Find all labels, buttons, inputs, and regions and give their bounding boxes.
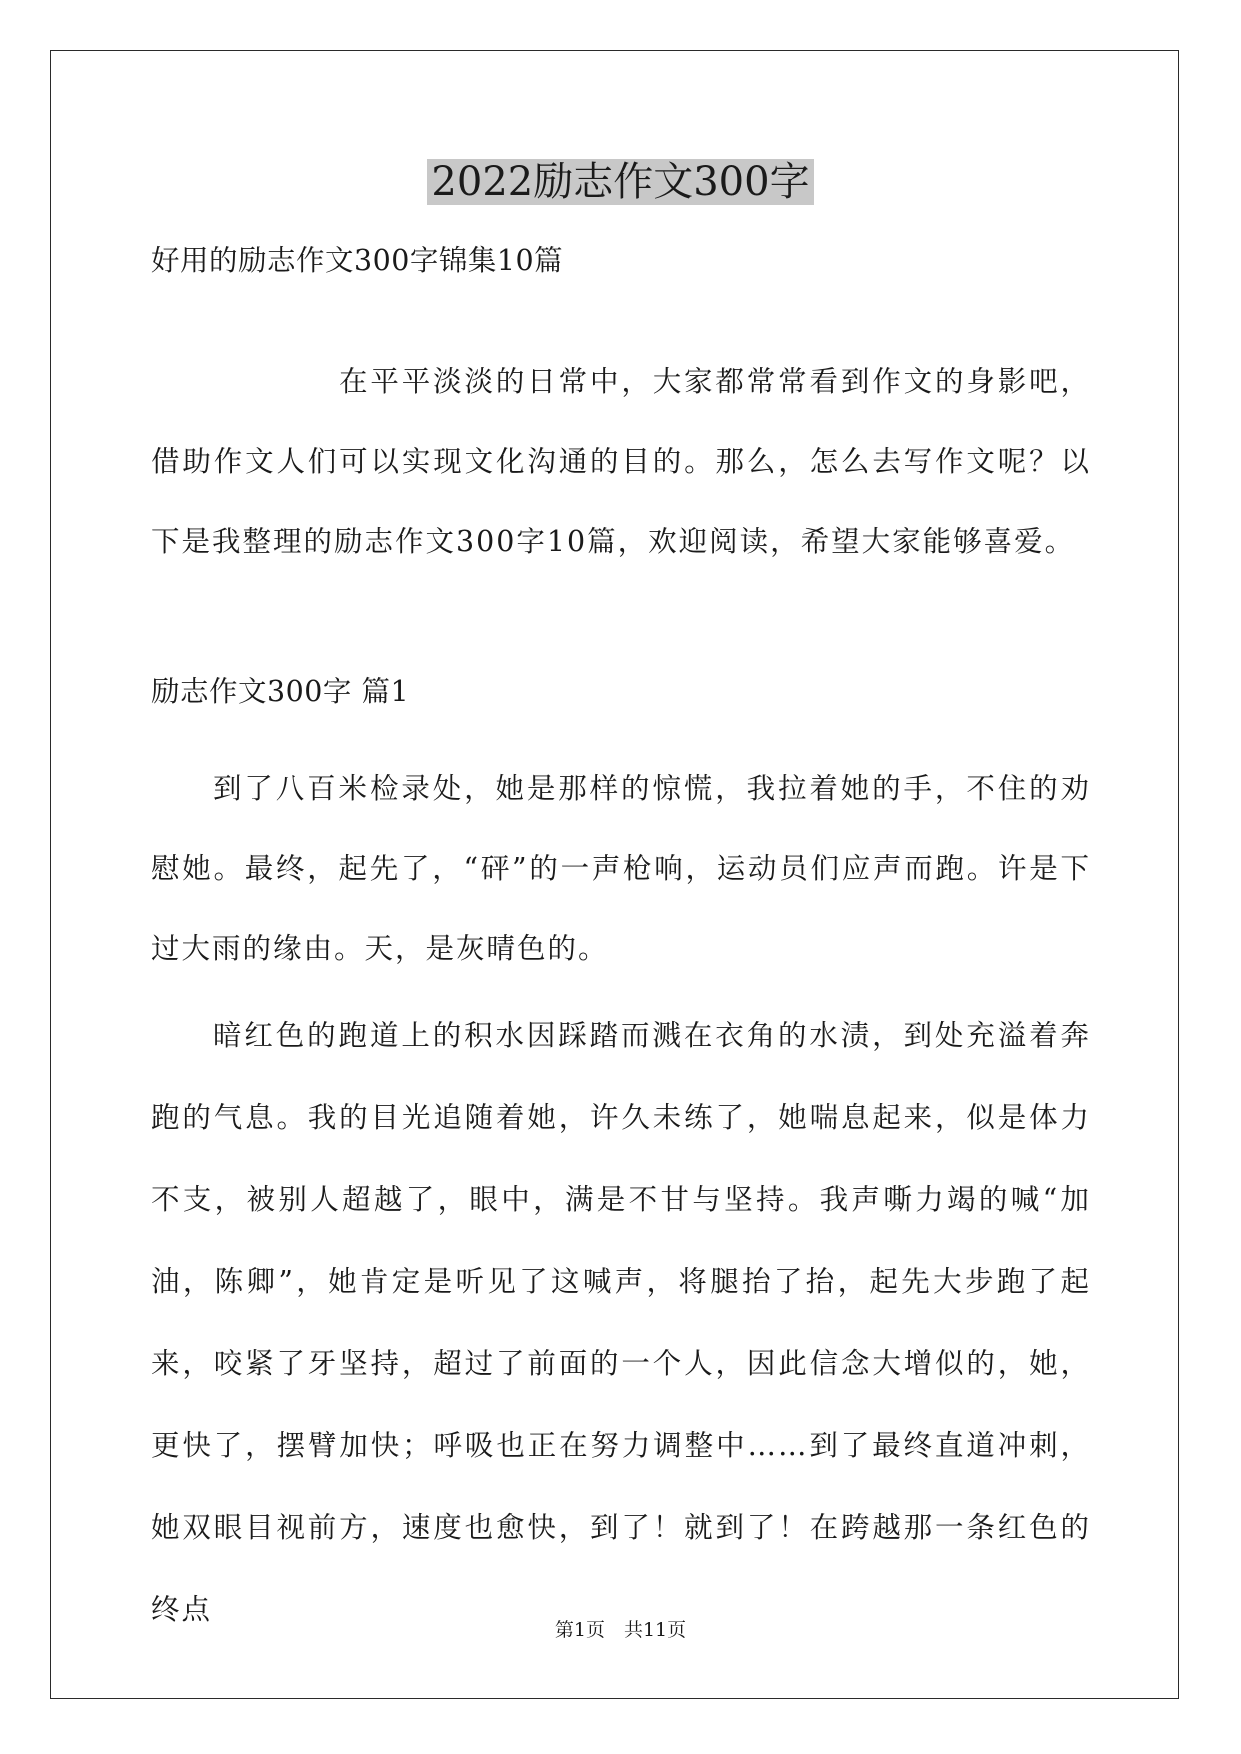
body-paragraph: 到了八百米检录处，她是那样的惊慌，我拉着她的手，不住的劝慰她。最终，起先了，“砰”的一声枪响，运动员们应声而跑。许是下过大雨的缘由。天，是灰晴色的。 — [151, 772, 1091, 965]
body-paragraph: 暗红色的跑道上的积水因踩踏而溅在衣角的水渍，到处充溢着奔跑的气息。我的目光追随着她，许久未练了，她喘息起来，似是体力不支，被别人超越了，眼中，满是不甘与坚持。我声嘶力竭的喊“加油，陈卿”，她肯定是听见了这喊声，将腿抬了抬，起先大步跑了起来，咬紧了牙坚持，超过了前面的一个人，因此信念大增似的，她，更快了，摆臂加快；呼吸也正在努力调整中……到了最终直道冲刺，她双眼目视前方，速度也愈快，到了！就到了！在跨越那一条红色的终点 — [151, 1019, 1091, 1626]
section-heading: 励志作文300字 篇1 — [151, 675, 410, 708]
document-title: 2022励志作文300字 — [0, 150, 1241, 214]
intro-paragraph: 在平平淡淡的日常中，大家都常常看到作文的身影吧，借助作文人们可以实现文化沟通的目的。那么，怎么去写作文呢？以下是我整理的励志作文300字10篇，欢迎阅读，希望大家能够喜爱。 — [151, 365, 1091, 558]
page-number-footer: 第1页 共11页 — [554, 1619, 687, 1641]
document-subtitle: 好用的励志作文300字锦集10篇 — [151, 244, 564, 277]
